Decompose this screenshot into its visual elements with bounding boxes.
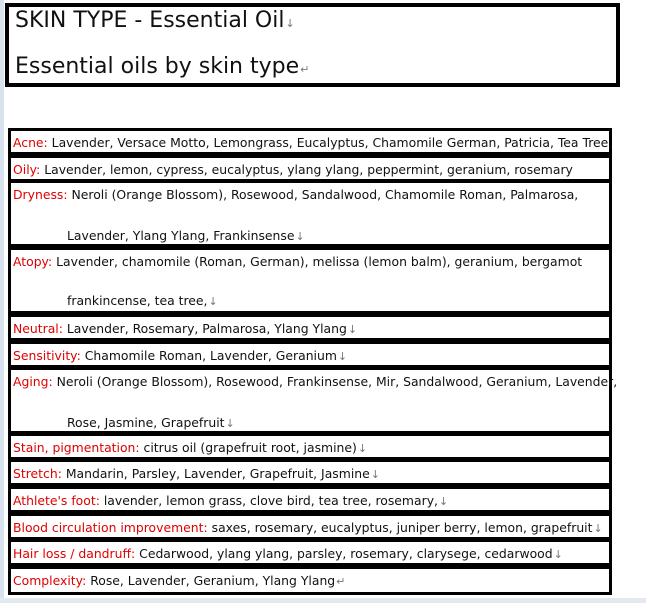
row-line [13,188,579,203]
paragraph-mark: ↵ [300,63,310,76]
skin-type-label: Atopy [13,254,48,269]
skin-type-label: Oily [13,162,37,177]
skin-type-label: Neutral [13,321,59,336]
oil-list: Lavender, lemon, cypress, eucalyptus, ylang ylang, peppermint, geranium, rosemary [44,162,573,177]
line-break-mark: ↓ [553,548,563,561]
label-separator: : [135,440,144,455]
label-separator: : [95,493,104,508]
label-separator: : [76,348,85,363]
skin-type-label: Sensitivity [13,348,77,363]
skin-type-label: Blood circulation improvement [13,520,204,535]
label-separator: : [57,466,66,481]
line-break-mark: ↓ [285,17,295,30]
oil-list: Cedarwood, ylang ylang, parsley, rosemary, clarysege, cedarwood [139,546,553,561]
row-oily [8,155,612,182]
oil-list-continued: Rose, Jasmine, Grapefruit [67,415,225,430]
line-break-mark: ↓ [438,495,449,508]
oil-list: Chamomile Roman, Lavender, Geranium [84,348,337,363]
label-separator: : [48,254,57,269]
row-aging [8,367,618,434]
label-separator: : [63,187,72,202]
page-title [15,7,295,38]
skin-type-label: Acne [13,135,44,150]
oil-list-continued: Lavender, Ylang Ylang, Frankinsense [67,228,295,243]
row-complexity [8,566,612,595]
row-line [13,574,345,589]
row-line [13,547,563,562]
label-separator: : [203,520,212,535]
page-subtitle-text: Essential oils by skin type [15,54,300,79]
line-break-mark: ↓ [208,295,218,308]
row-line [13,255,583,270]
skin-type-label: Stretch [13,466,58,481]
row-line-continued [67,229,305,244]
page-title-text: SKIN TYPE - Essential Oil [15,8,285,33]
row-blood-circulation [8,513,612,540]
row-line [13,163,574,178]
row-line [13,349,347,364]
oil-list: Mandarin, Parsley, Lavender, Grapefruit, Jasmine [65,466,370,481]
header-box [5,3,620,87]
oil-list: saxes, rosemary, eucalyptus, juniper berry, lemon, grapefruit [211,520,593,535]
row-neutral [8,314,612,341]
line-break-mark: ↓ [337,350,348,363]
row-line [13,136,613,151]
oil-list: citrus oil (grapefruit root, jasmine) [143,440,357,455]
row-stain-pigmentation [8,433,612,460]
label-separator: : [43,135,52,150]
row-line-continued [67,294,218,309]
row-line [13,322,357,337]
skin-type-label: Dryness [13,187,64,202]
row-atopy [8,247,612,314]
row-line [13,494,448,509]
skin-type-label: Athlete's foot [13,493,96,508]
label-separator: : [58,321,67,336]
row-line [13,467,380,482]
row-acne [8,128,612,155]
line-break-mark: ↓ [347,323,358,336]
oil-list: Neroli (Orange Blossom), Rosewood, Frankinsense, Mir, Sandalwood, Geranium, Lavender, [56,374,618,389]
oil-list: Rose, Lavender, Geranium, Ylang Ylang [90,573,336,588]
oil-list: lavender, lemon grass, clove bird, tea tree, rosemary, [103,493,438,508]
page-subtitle [15,53,309,84]
row-line [13,521,603,536]
label-separator: : [48,374,57,389]
skin-type-label: Hair loss / dandruff [13,546,132,561]
skin-type-label: Aging [13,374,49,389]
oil-list: Lavender, Versace Motto, Lemongrass, Eucalyptus, Chamomile German, Patricia, Tea Tree, [51,135,613,150]
oil-list: Lavender, Rosemary, Palmarosa, Ylang Ylang [66,321,347,336]
line-break-mark: ↓ [593,522,603,535]
line-break-mark: ↓ [225,417,235,430]
row-athletes-foot [8,486,612,513]
oil-list-continued: frankincense, tea tree, [67,293,208,308]
line-break-mark: ↓ [295,230,305,243]
bottom-margin-strip [0,598,646,603]
line-break-mark: ↓ [370,468,380,481]
oil-list: Neroli (Orange Blossom), Rosewood, Sandalwood, Chamomile Roman, Palmarosa, [71,187,579,202]
skin-type-label: Complexity [13,573,83,588]
oil-list: Lavender, chamomile (Roman, German), melissa (lemon balm), geranium, bergamot [56,254,583,269]
row-line-continued [67,416,235,431]
row-line [13,375,618,390]
label-separator: : [36,162,45,177]
label-separator: : [131,546,140,561]
left-margin-strip [0,0,4,603]
label-separator: : [82,573,91,588]
skin-type-label: Stain, pigmentation [13,440,136,455]
paragraph-mark: ↵ [336,575,346,588]
line-break-mark: ↓ [357,442,368,455]
row-hair-loss-dandruff [8,539,612,566]
row-dryness [8,180,612,247]
row-stretch [8,459,612,486]
row-sensitivity [8,341,612,368]
row-line [13,441,367,456]
